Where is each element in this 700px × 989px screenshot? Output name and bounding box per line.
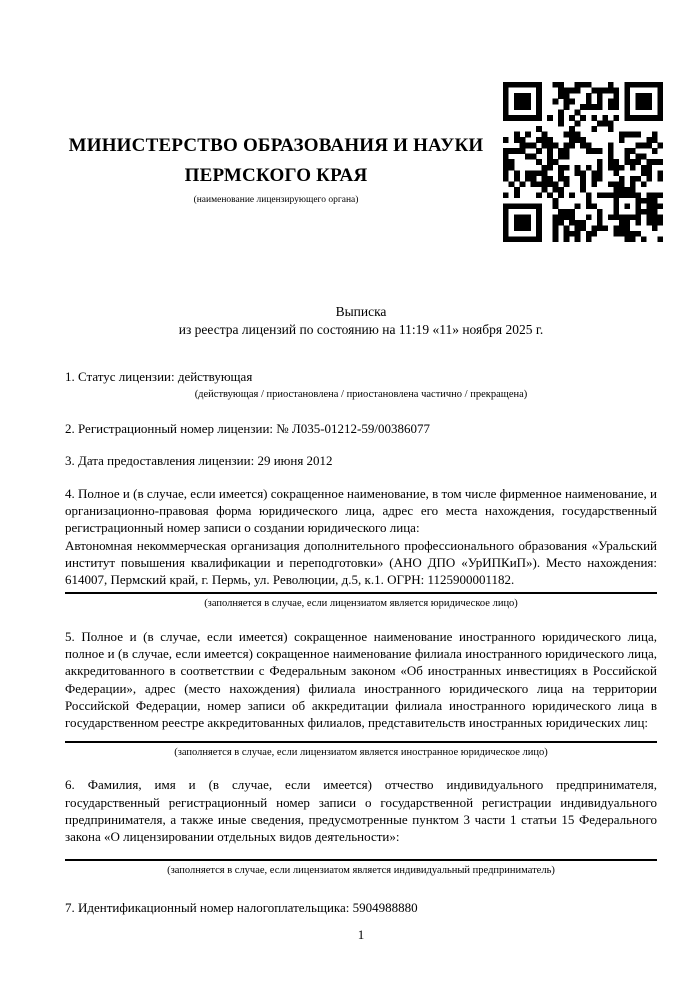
- item-taxpayer-number: 7. Идентификационный номер налогоплательщика: 5904988880: [65, 899, 418, 915]
- item-registration-number: 2. Регистрационный номер лицензии: № Л035-01212-59/00386077: [65, 421, 431, 437]
- foreign-entity-blank-line: [65, 741, 657, 743]
- licensing-authority-header: [65, 131, 487, 206]
- page-number: 1: [357, 927, 365, 942]
- qr-code-icon: [503, 82, 663, 242]
- item-legal-entity-caption: (заполняется в случае, если лицензиатом является юридическое лицо): [204, 597, 518, 609]
- document-body: [65, 368, 657, 916]
- item-entrepreneur-label: 6. Фамилия, имя и (в случае, если имеется) отчество индивидуального предпринимателя, государственный регистрационный номер записи о государственной регистрации индивидуального предпринимателя, а также иные сведения, предусмотренные пунктом 3 части 1 статьи 15 Федерального закона «О лицензировании отдельных видов деятельности»:: [65, 777, 657, 845]
- item-legal-entity-label: 4. Полное и (в случае, если имеется) сокращенное наименование, в том числе фирменное наименование, и организационно-правовая форма юридического лица, адрес его места нахождения, государственный регистрационный номер записи о создании юридического лица:: [65, 485, 657, 536]
- title-line1: Выписка: [335, 304, 387, 319]
- item-entrepreneur-caption: (заполняется в случае, если лицензиатом является индивидуальный предприниматель): [167, 864, 555, 876]
- item-license-status-caption: (действующая / приостановлена / приостановлена частично / прекращена): [194, 389, 528, 401]
- authority-caption: (наименование лицензирующего органа): [193, 195, 359, 205]
- item-grant-date: 3. Дата предоставления лицензии: 29 июня 2012: [65, 452, 333, 468]
- item-foreign-entity-caption: (заполняется в случае, если лицензиатом является иностранное юридическое лицо): [174, 747, 548, 759]
- ministry-name-line1: МИНИСТЕРСТВО ОБРАЗОВАНИЯ И НАУКИ: [68, 135, 484, 156]
- item-license-status: 1. Статус лицензии: действующая: [65, 369, 253, 384]
- entrepreneur-blank-line: [65, 859, 657, 861]
- item-foreign-entity-label: 5. Полное и (в случае, если имеется) сокращенное наименование иностранного юридического лица, полное и (в случае, если имеется) сокращенное наименование филиала иностранного юридического лица, аккредитованного в соответствии с Федеральным законом «Об иностранных инвестициях в Российской Федерации», адрес (место нахождения) филиала иностранного юридического лица на территории Российской Федерации, номер записи об аккредитации филиала иностранного юридического лица в государственном реестре аккредитованных филиалов, представительств иностранных юридических лиц:: [65, 628, 657, 731]
- item-legal-entity-value: Автономная некоммерческая организация дополнительного профессионального образования «Уральский институт повышения квалификации и переподготовки» (АНО ДПО «УрИПКиП»). Место нахождения: 614007, Пермский край, г. Пермь, ул. Революции, д.5, к.1. ОГРН: 1125900001182.: [65, 537, 657, 594]
- ministry-name-line2: ПЕРМСКОГО КРАЯ: [184, 165, 368, 186]
- document-title: [65, 303, 657, 338]
- title-line2: из реестра лицензий по состоянию на 11:19 «11» ноября 2025 г.: [178, 321, 544, 337]
